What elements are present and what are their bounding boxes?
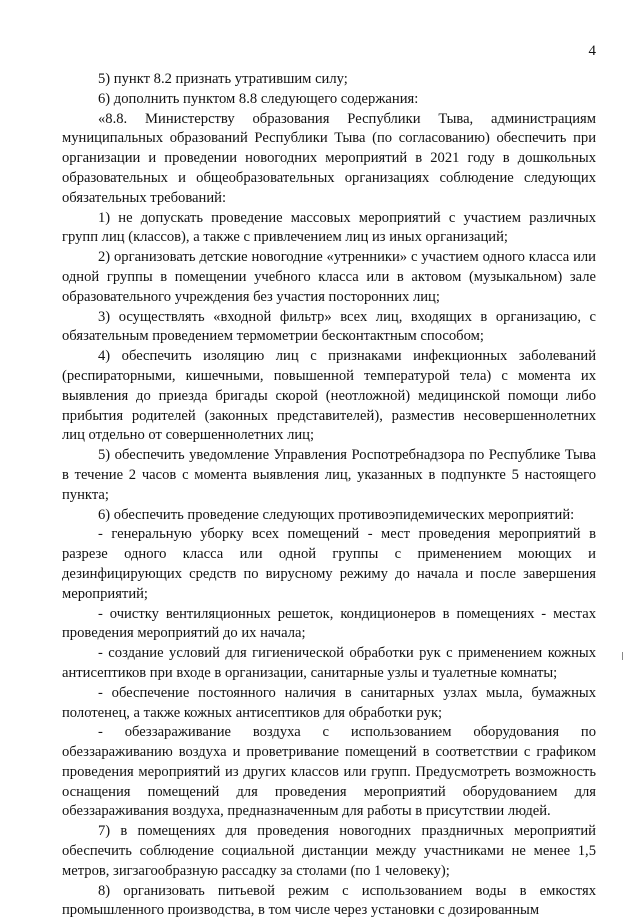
paragraph-item-5: 5) пункт 8.2 признать утратившим силу; — [98, 71, 348, 87]
requirement-8: 8) организовать питьевой режим с использованием воды в емкостях промышленного производства, в том числе через установки с дозированным — [62, 882, 596, 919]
requirement-5: 5) обеспечить уведомление Управления Роспотребнадзора по Республике Тыва в течение 2 часов с момента выявления лиц, указанных в подпункте 5 настоящего пункта; — [62, 447, 596, 503]
measure-hand-hygiene: - создание условий для гигиенической обработки рук с применением кожных антисептиков при входе в организации, санитарные узлы и туалетные комнаты; — [62, 645, 596, 681]
requirement-2: 2) организовать детские новогодние «утренники» с участием одного класса или одной группы в помещении учебного класса или в актовом (музыкальном) зале образовательного учреждения без участия посторонних лиц; — [62, 249, 596, 305]
measure-general-cleaning: - генеральную уборку всех помещений - мест проведения мероприятий в разрезе одного класса или одной группы с применением моющих и дезинфицирующих средств по вирусному режиму до начала и после завершения мероприятий; — [62, 526, 596, 602]
requirement-1: 1) не допускать проведение массовых мероприятий с участием различных групп лиц (классов), а также с привлечением лиц из иных организаций; — [62, 209, 596, 246]
measure-supplies: - обеспечение постоянного наличия в санитарных узлах мыла, бумажных полотенец, а также кожных антисептиков для обработки рук; — [62, 684, 596, 721]
measure-air-disinfection: - обеззараживание воздуха с использованием оборудования по обеззараживанию воздуха и проветривание помещений в соответствии с графиком проведения мероприятий из других классов или групп. Предусмотреть возможность оснащения помещений для проведения мероприятий оборудованием для обеззараживания воздуха, предназначенным для работы в присутствии людей. — [62, 724, 596, 820]
document-body — [62, 70, 596, 921]
requirement-6: 6) обеспечить проведение следующих противоэпидемических мероприятий: — [98, 506, 575, 523]
requirement-7: 7) в помещениях для проведения новогодних праздничных мероприятий обеспечить соблюдение социальной дистанции между участниками не менее 1,5 метров, зигзагообразную рассадку за столами (по 1 человеку); — [62, 823, 596, 879]
scan-artifact-mark — [622, 652, 623, 660]
paragraph-8-8-intro: «8.8. Министерству образования Республики Тыва, администрациям муниципальных образований Республики Тыва (по согласованию) обеспечить при организации и проведении новогодних мероприятий в 2021 году в дошкольных образовательных и общеобразовательных организациях соблюдение следующих обязательных требований: — [62, 110, 596, 206]
requirement-4: 4) обеспечить изоляцию лиц с признаками инфекционных заболеваний (респираторными, кишечными, повышенной температурой тела) с момента их выявления до приезда бригады скорой (неотложной) медицинской помощи либо прибытия родителей (законных представителей), разместив несовершеннолетних лиц отдельно от совершеннолетних лиц; — [62, 348, 596, 444]
paragraph-item-6: 6) дополнить пунктом 8.8 следующего содержания: — [98, 90, 419, 107]
requirement-3: 3) осуществлять «входной фильтр» всех лиц, входящих в организацию, с обязательным проведением термометрии бесконтактным способом; — [62, 308, 596, 345]
measure-ventilation-cleaning: - очистку вентиляционных решеток, кондиционеров в помещениях - местах проведения мероприятий до их начала; — [62, 605, 596, 642]
page-number: 4 — [588, 43, 596, 59]
